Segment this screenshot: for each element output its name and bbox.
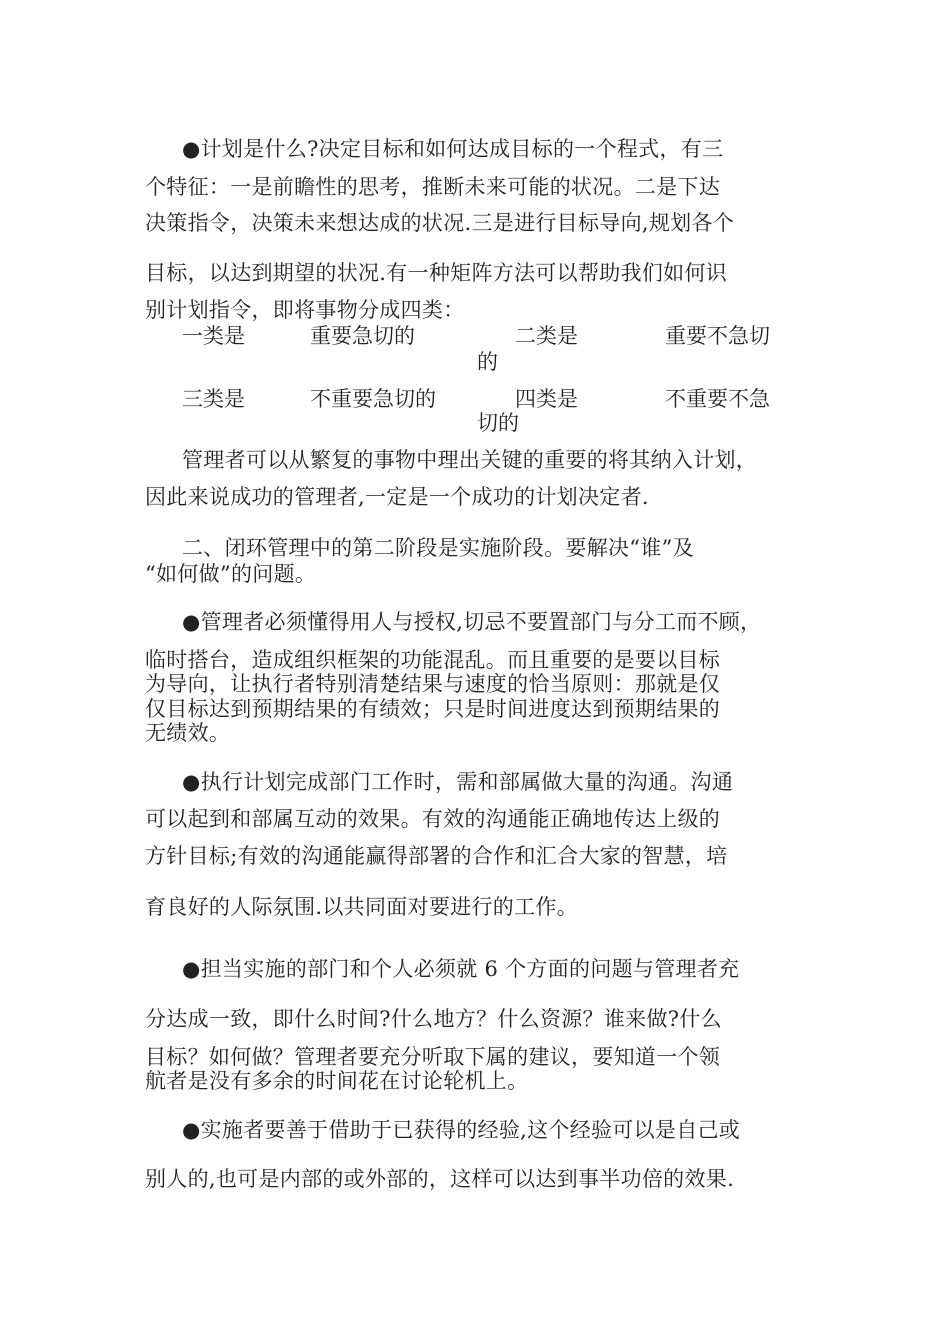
paragraph-line: 仅目标达到预期结果的有绩效；只是时间进度达到预期结果的 [145,697,721,721]
matrix-cell: 不重要急切的 [310,387,436,411]
paragraph-line: 因此来说成功的管理者,一定是一个成功的计划决定者. [145,485,649,509]
paragraph-line: ●实施者要善于借助于已获得的经验,这个经验可以是自己或 [182,1118,741,1142]
matrix-cell: 一类是 [182,324,245,348]
paragraph-line: 个特征：一是前瞻性的思考，推断未来可能的状况。二是下达 [145,175,721,199]
paragraph-line: 育良好的人际氛围.以共同面对要进行的工作。 [145,895,578,919]
paragraph-line: 目标？如何做？管理者要充分听取下属的建议，要知道一个领 [145,1045,721,1069]
paragraph-line: ●管理者必须懂得用人与授权,切忌不要置部门与分工而不顾， [182,610,762,634]
paragraph-line: 二、闭环管理中的第二阶段是实施阶段。要解决“谁”及 [182,536,694,560]
paragraph-line: ●担当实施的部门和个人必须就 6 个方面的问题与管理者充 [182,957,740,981]
paragraph-line: 可以起到和部属互动的效果。有效的沟通能正确地传达上级的 [145,807,721,831]
paragraph-line: 目标，以达到期望的状况.有一种矩阵方法可以帮助我们如何识 [145,261,728,285]
matrix-cell: 重要急切的 [310,324,415,348]
matrix-cell: 三类是 [182,387,245,411]
paragraph-line: 别计划指令，即将事物分成四类： [145,298,465,322]
paragraph-line: 航者是没有多余的时间花在讨论轮机上。 [145,1069,529,1093]
paragraph-line: 别人的,也可是内部的或外部的，这样可以达到事半功倍的效果. [145,1167,735,1191]
paragraph-line: “如何做”的问题。 [145,562,317,586]
matrix-cell: 二类是 [515,324,578,348]
paragraph-line: 方针目标;有效的沟通能赢得部署的合作和汇合大家的智慧，培 [145,844,728,868]
matrix-cell: 不重要不急 [665,387,770,411]
paragraph-line: 管理者可以从繁复的事物中理出关键的重要的将其纳入计划， [182,448,758,472]
paragraph-line: 无绩效。 [145,721,231,745]
paragraph-line: 分达成一致，即什么时间?什么地方？什么资源？谁来做?什么 [145,1007,722,1031]
paragraph-line: 决策指令，决策未来想达成的状况.三是进行目标导向,规划各个 [145,211,735,235]
matrix-cell-wrap: 的 [477,350,498,374]
paragraph-line: ●执行计划完成部门工作时，需和部属做大量的沟通。沟通 [182,770,734,794]
matrix-cell: 重要不急切 [665,324,770,348]
paragraph-line: 临时搭台，造成组织框架的功能混乱。而且重要的是要以目标 [145,648,721,672]
paragraph-line: 为导向，让执行者特别清楚结果与速度的恰当原则：那就是仅 [145,672,721,696]
matrix-cell: 四类是 [515,387,578,411]
matrix-cell-wrap: 切的 [477,411,519,435]
paragraph-line: ●计划是什么?决定目标和如何达成目标的一个程式，有三 [182,137,724,161]
